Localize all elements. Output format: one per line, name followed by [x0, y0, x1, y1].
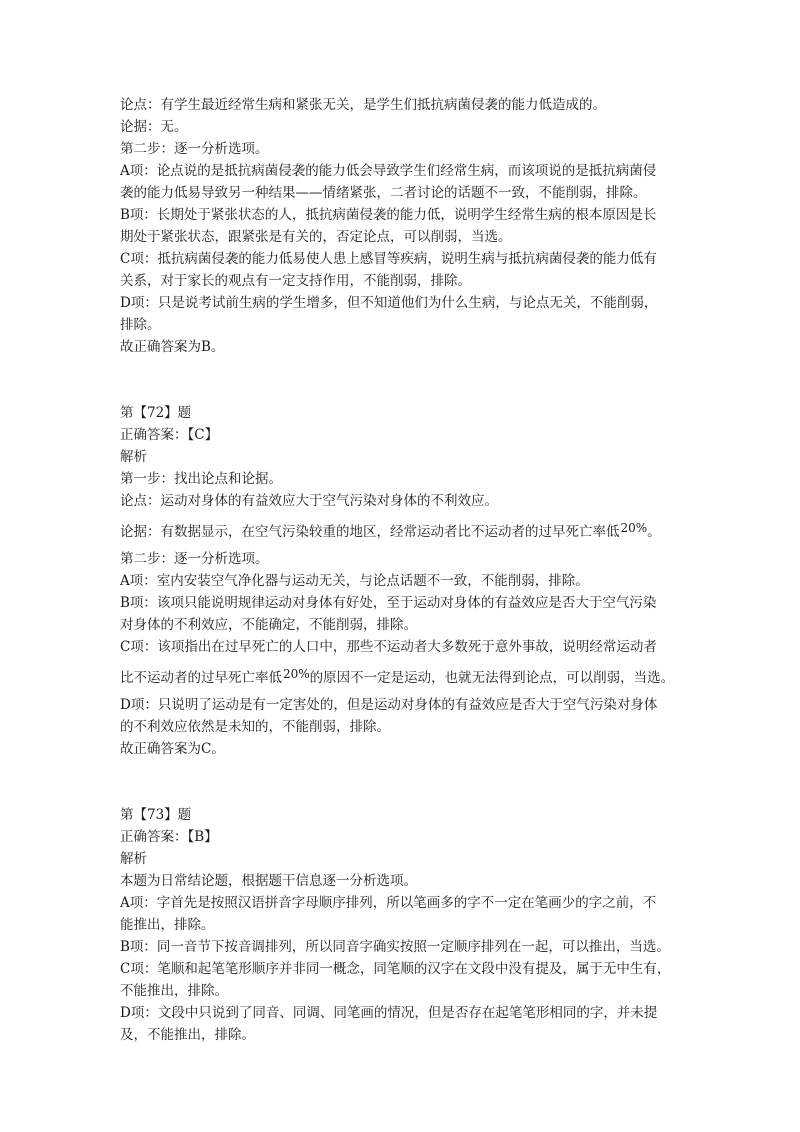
block1-step2: 第二步：逐一分析选项。	[120, 141, 269, 157]
block1-answer: 故正确答案为B。	[120, 339, 225, 355]
q73-title: 第【73】题	[120, 807, 192, 823]
text-line: 对身体的不利效应，不能确定，不能削弱，排除。	[120, 617, 417, 633]
block1-claim: 论点：有学生最近经常生病和紧张无关，是学生们抵抗病菌侵袭的能力低造成的。	[120, 97, 606, 113]
q72-title: 第【72】题	[120, 405, 192, 421]
q72-option-b	[120, 592, 685, 636]
q72-option-c	[120, 636, 685, 692]
text-line: D项：只是说考试前生病的学生增多，但不知道他们为什么生病，与论点无关，不能削弱，	[120, 295, 658, 311]
text-line: 不能推出，排除。	[120, 983, 228, 999]
percent-value: 20%	[620, 521, 648, 535]
text-line: 关系，对于家长的观点有一定支持作用，不能削弱，排除。	[120, 273, 471, 289]
text-line: 的不利效应依然是未知的，不能削弱，排除。	[120, 719, 390, 735]
q72-evidence	[120, 514, 685, 546]
percent-value: 20%	[283, 667, 310, 681]
text-span: 比不运动者的过早死亡率低	[120, 670, 282, 686]
text-line: B项：该项只能说明规律运动对身体有好处，至于运动对身体的有益效应是否大于空气污染	[120, 595, 657, 611]
q72-section	[120, 402, 685, 760]
block1-option-d	[120, 292, 685, 336]
text-line: C项：笔顺和起笔笔形顺序并非同一概念，同笔顺的汉字在文段中没有提及，属于无中生有，	[120, 961, 671, 977]
block1-option-a	[120, 160, 685, 204]
block1-evidence: 论据：无。	[120, 119, 188, 135]
q73-option-a	[120, 892, 685, 936]
text-span: 。	[647, 524, 661, 540]
text-line: D项：只说明了运动是有一定害处的，但是运动对身体的有益效应是否大于空气污染对身体	[120, 697, 658, 713]
text-line: D项：文段中只说到了同音、同调、同笔画的情况，但是否存在起笔笔形相同的字，并未提	[120, 1005, 658, 1021]
text-span: 论据：有数据显示，在空气污染较重的地区，经常运动者比不运动者的过早死亡率低	[120, 524, 620, 540]
q73-intro: 本题为日常结论题，根据题干信息逐一分析选项。	[120, 873, 417, 889]
q73-option-c	[120, 958, 685, 1002]
q73-correct-answer: 正确答案：【B】	[120, 829, 218, 845]
q73-section	[120, 804, 685, 1046]
q73-option-d	[120, 1002, 685, 1046]
text-line: C项：该项指出在过早死亡的人口中，那些不运动者大多数死于意外事故，说明经常运动者	[120, 639, 657, 655]
text-line: A项：字首先是按照汉语拼音字母顺序排列，所以笔画多的字不一定在笔画少的字之前，不	[120, 895, 657, 911]
text-line: B项：长期处于紧张状态的人，抵抗病菌侵袭的能力低，说明学生经常生病的根本原因是长	[120, 207, 657, 223]
text-line: 期处于紧张状态，跟紧张是有关的，否定论点，可以削弱，当选。	[120, 229, 512, 245]
document-page	[120, 94, 685, 1046]
text-line: A项：论点说的是抵抗病菌侵袭的能力低会导致学生们经常生病，而该项说的是抵抗病菌侵	[120, 163, 657, 179]
text-line: 袭的能力低易导致另一种结果——情绪紧张，二者讨论的话题不一致，不能削弱，排除。	[120, 185, 647, 201]
text-span: 的原因不一定是运动，也就无法得到论点，可以削弱，当选。	[309, 670, 675, 686]
q72-option-d	[120, 694, 685, 738]
block1-option-c	[120, 248, 685, 292]
block1-option-b	[120, 204, 685, 248]
q72-correct-answer: 正确答案：【C】	[120, 427, 219, 443]
q72-claim: 论点：运动对身体的有益效应大于空气污染对身体的不利效应。	[120, 493, 498, 509]
text-line: 及，不能推出，排除。	[120, 1027, 255, 1043]
q72-analysis-label: 解析	[120, 449, 147, 465]
q72-step1: 第一步：找出论点和论据。	[120, 471, 282, 487]
text-line	[120, 660, 685, 692]
text-line: C项：抵抗病菌侵袭的能力低易使人患上感冒等疾病，说明生病与抵抗病菌侵袭的能力低有	[120, 251, 657, 267]
q72-answer: 故正确答案为C。	[120, 741, 225, 757]
text-line: 能推出，排除。	[120, 917, 215, 933]
q73-option-b: B项：同一音节下按音调排列，所以同音字确实按照一定顺序排列在一起，可以推出，当选。	[120, 939, 670, 955]
q72-option-a: A项：室内安装空气净化器与运动无关，与论点话题不一致，不能削弱，排除。	[120, 573, 589, 589]
text-line: 排除。	[120, 317, 161, 333]
q73-analysis-label: 解析	[120, 851, 147, 867]
q72-step2: 第二步：逐一分析选项。	[120, 551, 269, 567]
